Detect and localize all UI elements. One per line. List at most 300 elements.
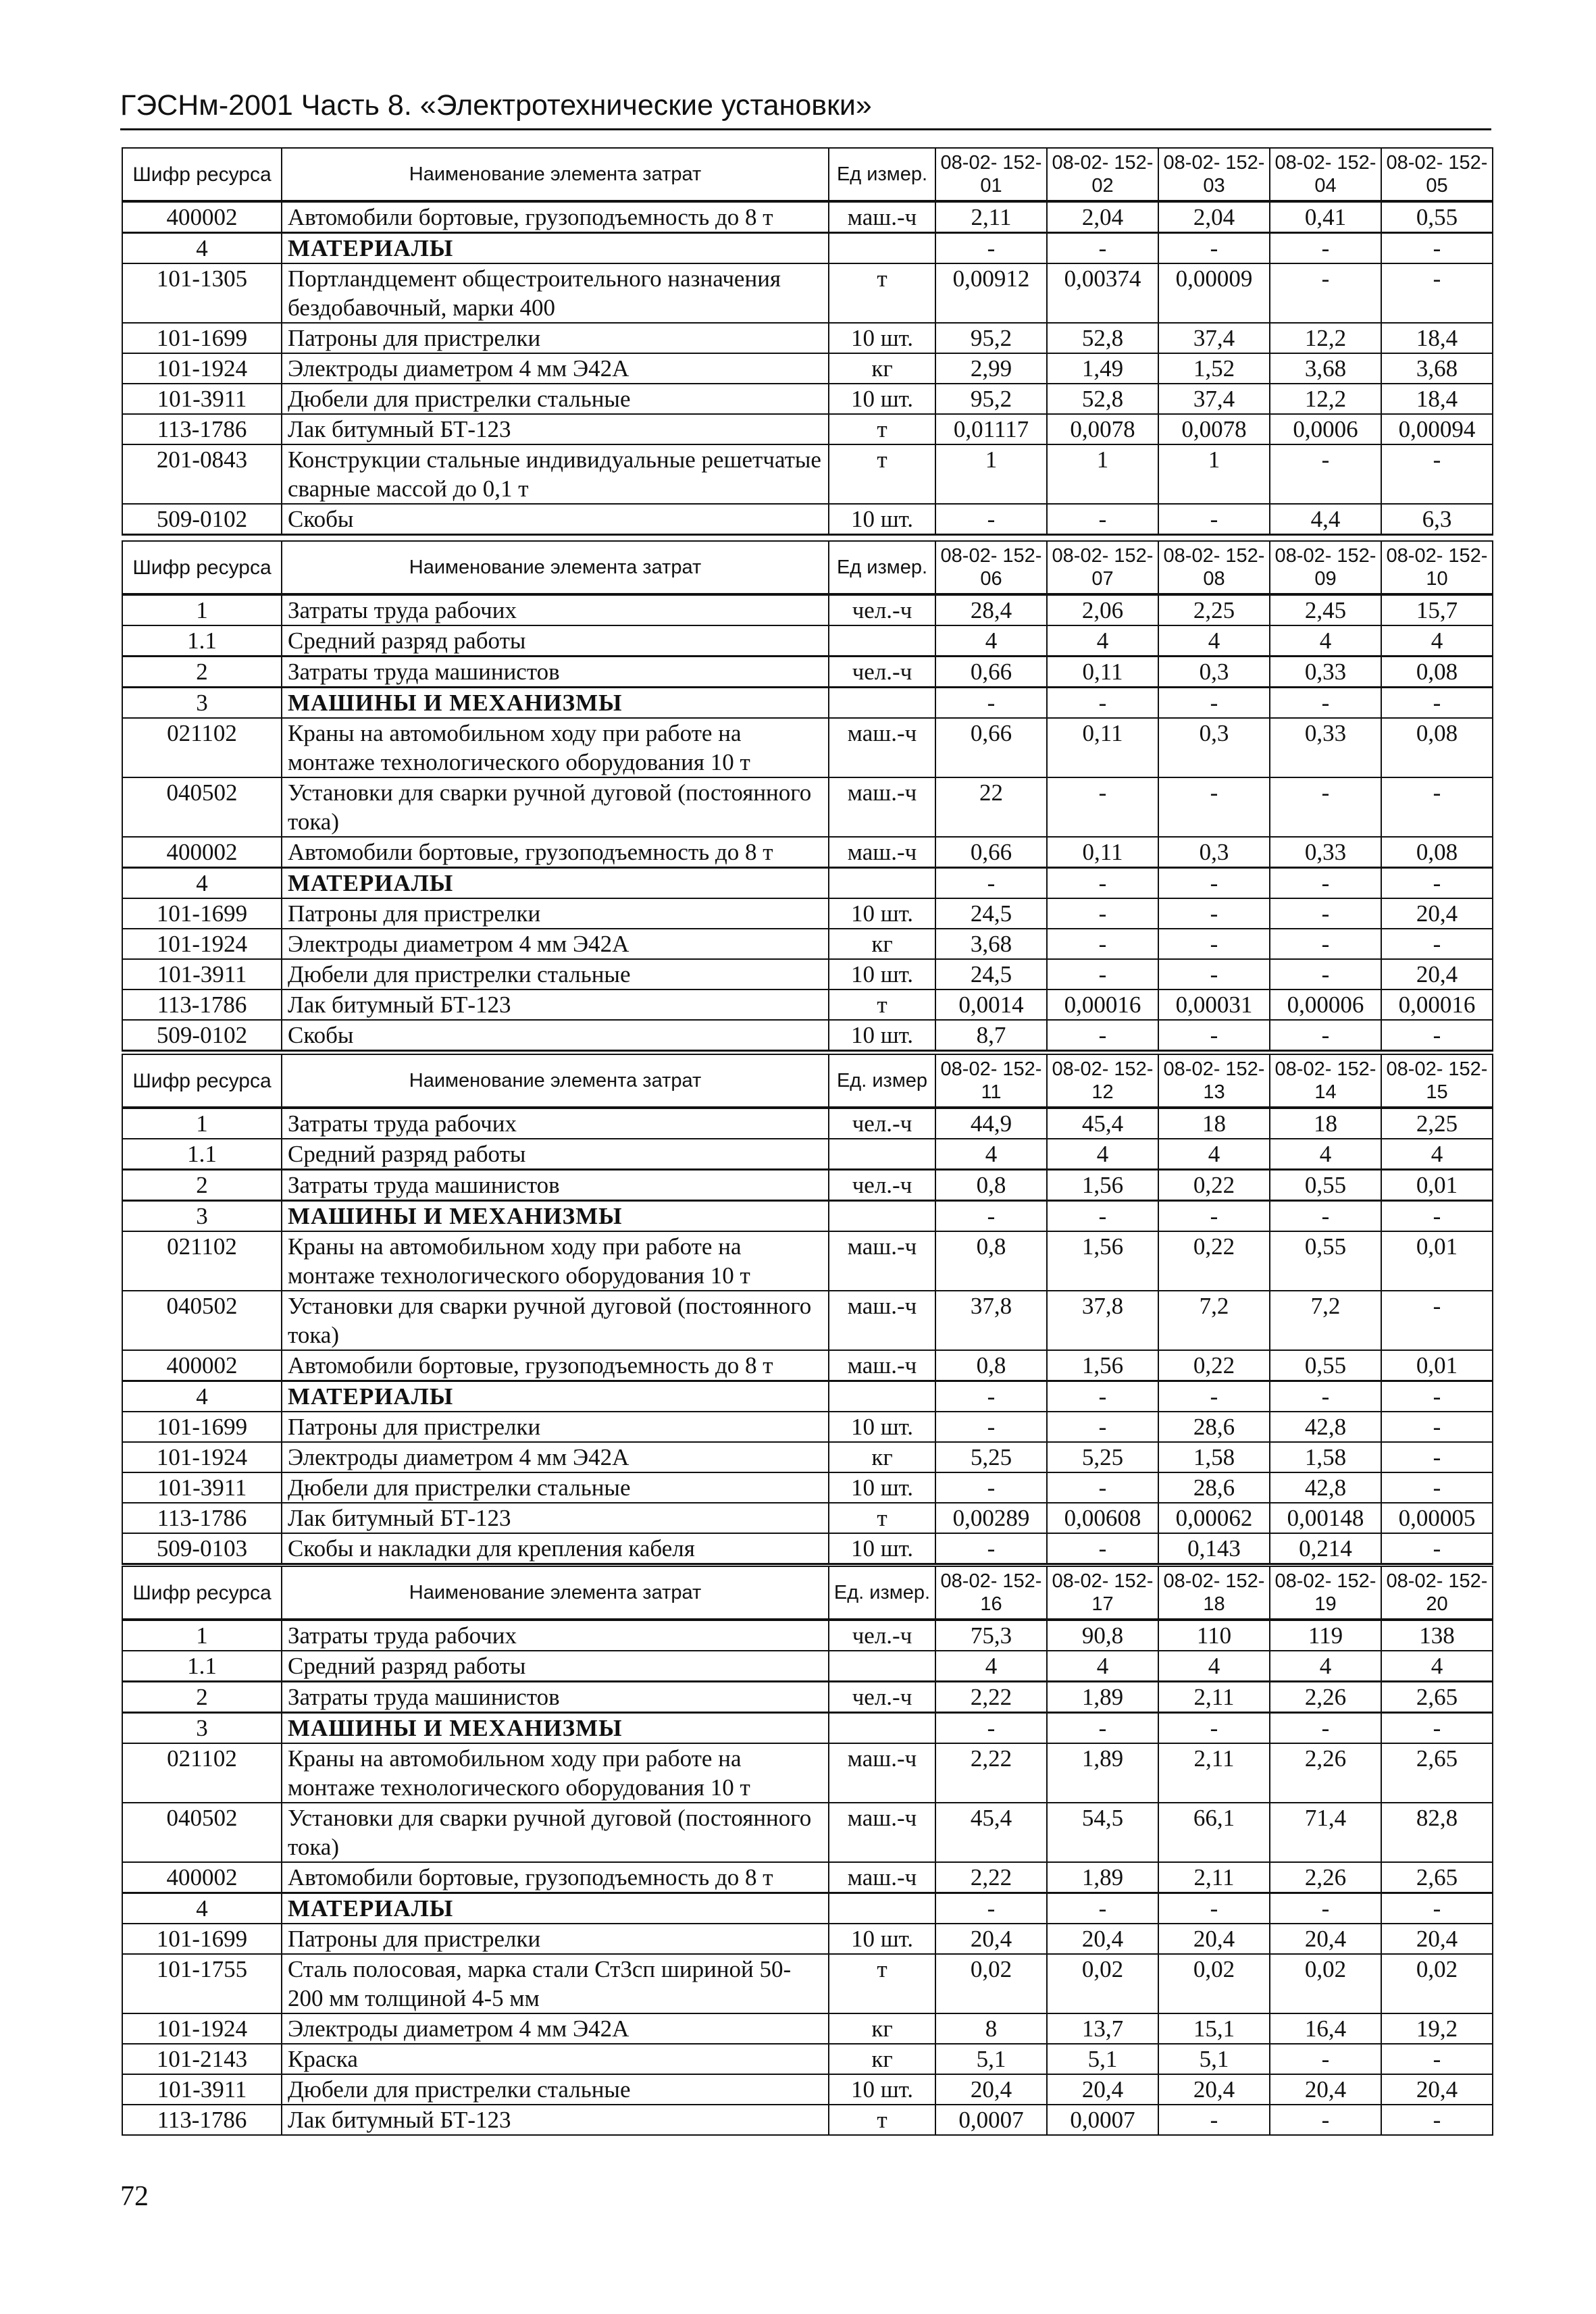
resource-name: Краны на автомобильном ходу при работе на монтаже технологического оборудования 10 т: [282, 718, 829, 777]
norm-value: 0,11: [1047, 718, 1158, 777]
norm-value: 1,58: [1158, 1442, 1270, 1472]
norm-value: -: [1158, 929, 1270, 959]
norm-value: 0,00608: [1047, 1503, 1158, 1533]
norm-value: 2,25: [1158, 594, 1270, 625]
norm-value: 0,55: [1270, 1170, 1381, 1201]
table-row: [122, 777, 1493, 837]
resource-name: Автомобили бортовые, грузоподъемность до 8 т: [282, 837, 829, 868]
table-row: [122, 868, 1493, 899]
norm-value: 71,4: [1270, 1803, 1381, 1862]
norm-value: -: [935, 1893, 1047, 1924]
resource-unit: чел.-ч: [829, 1682, 935, 1713]
norm-value: 0,214: [1270, 1533, 1381, 1564]
norm-value: 4: [1047, 625, 1158, 657]
norm-value: -: [1270, 444, 1381, 504]
norm-value: 52,8: [1047, 323, 1158, 353]
table-row: [122, 2044, 1493, 2074]
resource-name: Средний разряд работы: [282, 625, 829, 657]
resource-unit: 10 шт.: [829, 2074, 935, 2105]
norm-value: -: [1047, 1533, 1158, 1564]
header-norm-code: 08-02- 152-06: [935, 541, 1047, 594]
norm-value: -: [1381, 1893, 1493, 1924]
norm-value: 20,4: [1047, 1924, 1158, 1954]
resource-unit: маш.-ч: [829, 1803, 935, 1862]
resource-name: Установки для сварки ручной дуговой (постоянного тока): [282, 1803, 829, 1862]
norm-value: 42,8: [1270, 1472, 1381, 1503]
norm-value: -: [1158, 1713, 1270, 1744]
resource-unit: кг: [829, 1442, 935, 1472]
table-row: [122, 1170, 1493, 1201]
header-name: Наименование элемента затрат: [282, 541, 829, 594]
norm-value: -: [1270, 1381, 1381, 1412]
norm-value: 0,02: [1381, 1954, 1493, 2013]
norm-value: 42,8: [1270, 1412, 1381, 1442]
norm-value: 2,22: [935, 1862, 1047, 1893]
resource-code: 3: [122, 1201, 282, 1232]
resource-unit: кг: [829, 2013, 935, 2044]
resource-name: МАТЕРИАЛЫ: [282, 1893, 829, 1924]
norm-value: 4: [935, 1651, 1047, 1682]
norm-value: 1,56: [1047, 1170, 1158, 1201]
resource-name: Затраты труда машинистов: [282, 1170, 829, 1201]
resource-unit: кг: [829, 2044, 935, 2074]
table-row: [122, 929, 1493, 959]
norm-value: -: [1381, 688, 1493, 719]
norm-value: -: [1381, 1412, 1493, 1442]
resource-code: 509-0102: [122, 1020, 282, 1051]
resource-code: 400002: [122, 1350, 282, 1381]
resource-unit: 10 шт.: [829, 323, 935, 353]
resource-code: 113-1786: [122, 1503, 282, 1533]
resource-unit: [829, 1893, 935, 1924]
norm-value: 2,11: [1158, 1682, 1270, 1713]
resource-name: Краны на автомобильном ходу при работе на монтаже технологического оборудования 10 т: [282, 1743, 829, 1803]
header-code: Шифр ресурса: [122, 1054, 282, 1108]
header-name: Наименование элемента затрат: [282, 148, 829, 201]
norm-value: 0,00062: [1158, 1503, 1270, 1533]
norm-value: 95,2: [935, 384, 1047, 414]
norm-value: 2,65: [1381, 1682, 1493, 1713]
resource-unit: маш.-ч: [829, 1350, 935, 1381]
norm-value: 20,4: [1381, 2074, 1493, 2105]
norm-value: 0,3: [1158, 657, 1270, 688]
norm-value: 1,58: [1270, 1442, 1381, 1472]
norm-value: 20,4: [1381, 898, 1493, 929]
norm-value: -: [1047, 777, 1158, 837]
norm-value: 24,5: [935, 959, 1047, 989]
resource-name: Конструкции стальные индивидуальные решетчатые сварные массой до 0,1 т: [282, 444, 829, 504]
resource-unit: 10 шт.: [829, 1020, 935, 1051]
resource-code: 021102: [122, 1231, 282, 1291]
norm-value: -: [1270, 2105, 1381, 2135]
norm-value: 2,65: [1381, 1743, 1493, 1803]
header-norm-code: 08-02- 152-20: [1381, 1566, 1493, 1620]
norm-value: 4: [1158, 1139, 1270, 1170]
norm-value: 2,04: [1047, 201, 1158, 233]
resource-unit: 10 шт.: [829, 1472, 935, 1503]
resource-name: Патроны для пристрелки: [282, 898, 829, 929]
norm-value: 0,3: [1158, 718, 1270, 777]
norm-value: 28,4: [935, 594, 1047, 625]
resource-name: Электроды диаметром 4 мм Э42А: [282, 1442, 829, 1472]
norm-value: 0,02: [935, 1954, 1047, 2013]
norm-value: 2,26: [1270, 1682, 1381, 1713]
norm-value: 16,4: [1270, 2013, 1381, 2044]
norm-value: 0,143: [1158, 1533, 1270, 1564]
resource-name: Дюбели для пристрелки стальные: [282, 2074, 829, 2105]
norm-value: 2,22: [935, 1682, 1047, 1713]
norm-value: 0,66: [935, 837, 1047, 868]
table-row: [122, 1713, 1493, 1744]
table-row: [122, 837, 1493, 868]
norm-value: 2,65: [1381, 1862, 1493, 1893]
resource-unit: маш.-ч: [829, 1291, 935, 1350]
norm-value: -: [935, 1412, 1047, 1442]
header-norm-code: 08-02- 152-15: [1381, 1054, 1493, 1108]
norm-value: 1,89: [1047, 1682, 1158, 1713]
table-row: [122, 1651, 1493, 1682]
norm-value: -: [1381, 263, 1493, 323]
header-norm-code: 08-02- 152-16: [935, 1566, 1047, 1620]
norm-value: 0,0007: [935, 2105, 1047, 2135]
resource-unit: т: [829, 1503, 935, 1533]
norm-value: 2,22: [935, 1743, 1047, 1803]
norm-value: 3,68: [1381, 353, 1493, 384]
norm-value: 95,2: [935, 323, 1047, 353]
norm-value: -: [1270, 959, 1381, 989]
table-row: [122, 2074, 1493, 2105]
norm-value: 0,55: [1381, 201, 1493, 233]
resource-unit: [829, 1713, 935, 1744]
norm-value: 4: [1381, 1139, 1493, 1170]
header-code: Шифр ресурса: [122, 1566, 282, 1620]
norm-value: -: [1270, 2044, 1381, 2074]
norm-value: -: [1381, 444, 1493, 504]
resource-code: 101-2143: [122, 2044, 282, 2074]
resource-code: 101-1699: [122, 323, 282, 353]
norm-value: -: [1158, 959, 1270, 989]
resource-unit: [829, 868, 935, 899]
resource-code: 509-0103: [122, 1533, 282, 1564]
norm-value: -: [1270, 898, 1381, 929]
resource-name: МАТЕРИАЛЫ: [282, 868, 829, 899]
norm-value: 37,8: [935, 1291, 1047, 1350]
norm-value: -: [935, 868, 1047, 899]
resource-unit: т: [829, 444, 935, 504]
norm-value: 2,26: [1270, 1743, 1381, 1803]
norm-value: 1: [935, 444, 1047, 504]
header-code: Шифр ресурса: [122, 148, 282, 201]
norm-value: 2,99: [935, 353, 1047, 384]
header-unit: Ед измер.: [829, 148, 935, 201]
norm-value: 2,45: [1270, 594, 1381, 625]
norm-value: -: [1381, 1201, 1493, 1232]
resource-code: 101-3911: [122, 959, 282, 989]
norm-value: -: [1047, 898, 1158, 929]
table-row: [122, 2013, 1493, 2044]
norm-value: 20,4: [1270, 1924, 1381, 1954]
resource-name: Установки для сварки ручной дуговой (постоянного тока): [282, 777, 829, 837]
resource-unit: чел.-ч: [829, 1170, 935, 1201]
norm-value: -: [1047, 688, 1158, 719]
norm-value: 0,66: [935, 718, 1047, 777]
norm-value: 20,4: [1381, 1924, 1493, 1954]
norm-value: 0,8: [935, 1231, 1047, 1291]
table-row: [122, 1803, 1493, 1862]
norm-value: 0,0014: [935, 989, 1047, 1020]
norm-value: 4: [1158, 625, 1270, 657]
table-header-row: [122, 1054, 1493, 1108]
resource-unit: чел.-ч: [829, 1620, 935, 1651]
norm-value: 5,1: [1047, 2044, 1158, 2074]
norms-table-4: [122, 1566, 1493, 2136]
norm-value: 0,01: [1381, 1350, 1493, 1381]
header-name: Наименование элемента затрат: [282, 1566, 829, 1620]
resource-unit: чел.-ч: [829, 594, 935, 625]
header-norm-code: 08-02- 152-09: [1270, 541, 1381, 594]
resource-unit: т: [829, 1954, 935, 2013]
norm-value: 2,06: [1047, 594, 1158, 625]
norm-value: 0,11: [1047, 657, 1158, 688]
norm-value: 0,00094: [1381, 414, 1493, 444]
norm-value: 1: [1047, 444, 1158, 504]
norm-value: 0,00912: [935, 263, 1047, 323]
resource-name: Дюбели для пристрелки стальные: [282, 1472, 829, 1503]
resource-name: Патроны для пристрелки: [282, 323, 829, 353]
table-row: [122, 1139, 1493, 1170]
resource-unit: т: [829, 263, 935, 323]
norm-value: 0,00374: [1047, 263, 1158, 323]
norm-value: 0,11: [1047, 837, 1158, 868]
resource-code: 101-1924: [122, 353, 282, 384]
norm-value: -: [1158, 868, 1270, 899]
resource-name: Краска: [282, 2044, 829, 2074]
norm-value: -: [1158, 1020, 1270, 1051]
norm-value: 0,33: [1270, 657, 1381, 688]
header-norm-code: 08-02- 152-04: [1270, 148, 1381, 201]
table-row: [122, 625, 1493, 657]
norm-value: 37,4: [1158, 384, 1270, 414]
norm-value: 0,8: [935, 1170, 1047, 1201]
norm-value: -: [1270, 868, 1381, 899]
norm-value: 4,4: [1270, 504, 1381, 535]
norm-value: 0,00006: [1270, 989, 1381, 1020]
resource-unit: 10 шт.: [829, 384, 935, 414]
norm-value: 1: [1158, 444, 1270, 504]
resource-code: 400002: [122, 201, 282, 233]
norm-value: 15,1: [1158, 2013, 1270, 2044]
resource-code: 113-1786: [122, 414, 282, 444]
header-norm-code: 08-02- 152-17: [1047, 1566, 1158, 1620]
norm-value: -: [1047, 1472, 1158, 1503]
norm-value: -: [1381, 777, 1493, 837]
norm-value: 0,00016: [1381, 989, 1493, 1020]
norm-value: 138: [1381, 1620, 1493, 1651]
resource-name: Установки для сварки ручной дуговой (постоянного тока): [282, 1291, 829, 1350]
table-row: [122, 1381, 1493, 1412]
table-row: [122, 959, 1493, 989]
norm-value: 0,02: [1158, 1954, 1270, 2013]
resource-name: Дюбели для пристрелки стальные: [282, 384, 829, 414]
norm-value: 4: [1270, 1651, 1381, 1682]
resource-unit: маш.-ч: [829, 1231, 935, 1291]
norm-value: 8: [935, 2013, 1047, 2044]
norm-value: 2,26: [1270, 1862, 1381, 1893]
resource-code: 101-1699: [122, 898, 282, 929]
table-row: [122, 1350, 1493, 1381]
resource-code: 101-1924: [122, 1442, 282, 1472]
norm-value: 0,55: [1270, 1350, 1381, 1381]
table-row: [122, 1503, 1493, 1533]
header-norm-code: 08-02- 152-03: [1158, 148, 1270, 201]
norm-value: -: [1381, 1291, 1493, 1350]
norm-value: -: [935, 233, 1047, 264]
norm-value: 3,68: [935, 929, 1047, 959]
norm-value: 15,7: [1381, 594, 1493, 625]
norm-value: 18: [1270, 1108, 1381, 1139]
norm-value: 1,89: [1047, 1743, 1158, 1803]
norm-value: 5,1: [1158, 2044, 1270, 2074]
norms-table-1: [122, 147, 1493, 536]
resource-unit: т: [829, 989, 935, 1020]
norm-value: -: [1270, 929, 1381, 959]
table-row: [122, 1620, 1493, 1651]
norm-value: 4: [1158, 1651, 1270, 1682]
norm-value: 0,66: [935, 657, 1047, 688]
header-norm-code: 08-02- 152-07: [1047, 541, 1158, 594]
resource-name: Электроды диаметром 4 мм Э42А: [282, 929, 829, 959]
norm-value: 0,8: [935, 1350, 1047, 1381]
resource-unit: 10 шт.: [829, 1533, 935, 1564]
norm-value: 7,2: [1158, 1291, 1270, 1350]
norm-value: -: [1270, 263, 1381, 323]
resource-unit: [829, 1201, 935, 1232]
resource-unit: [829, 1651, 935, 1682]
norm-value: -: [1158, 898, 1270, 929]
table-header-row: [122, 148, 1493, 201]
table-row: [122, 1412, 1493, 1442]
norm-value: -: [1270, 1201, 1381, 1232]
norm-value: -: [1158, 777, 1270, 837]
resource-name: Патроны для пристрелки: [282, 1412, 829, 1442]
resource-code: 021102: [122, 1743, 282, 1803]
norm-value: 0,08: [1381, 837, 1493, 868]
table-row: [122, 504, 1493, 535]
norm-value: -: [1381, 1533, 1493, 1564]
norm-value: -: [935, 1201, 1047, 1232]
header-norm-code: 08-02- 152-10: [1381, 541, 1493, 594]
table-row: [122, 323, 1493, 353]
norm-value: -: [1270, 233, 1381, 264]
norm-value: 5,25: [1047, 1442, 1158, 1472]
norm-value: 1,89: [1047, 1862, 1158, 1893]
resource-name: Автомобили бортовые, грузоподъемность до 8 т: [282, 1862, 829, 1893]
norm-value: -: [935, 504, 1047, 535]
table-row: [122, 657, 1493, 688]
resource-code: 400002: [122, 1862, 282, 1893]
header-norm-code: 08-02- 152-05: [1381, 148, 1493, 201]
resource-unit: т: [829, 414, 935, 444]
norm-value: -: [1381, 1472, 1493, 1503]
norm-value: 66,1: [1158, 1803, 1270, 1862]
norm-value: 20,4: [935, 2074, 1047, 2105]
header-name: Наименование элемента затрат: [282, 1054, 829, 1108]
norm-value: 8,7: [935, 1020, 1047, 1051]
resource-unit: 10 шт.: [829, 1924, 935, 1954]
norm-value: -: [1270, 1893, 1381, 1924]
resource-name: Электроды диаметром 4 мм Э42А: [282, 2013, 829, 2044]
resource-name: Краны на автомобильном ходу при работе на монтаже технологического оборудования 10 т: [282, 1231, 829, 1291]
norm-value: -: [935, 1533, 1047, 1564]
norm-value: 37,4: [1158, 323, 1270, 353]
norm-value: 44,9: [935, 1108, 1047, 1139]
table-row: [122, 444, 1493, 504]
resource-code: 101-3911: [122, 2074, 282, 2105]
table-header-row: [122, 541, 1493, 594]
resource-unit: маш.-ч: [829, 718, 935, 777]
resource-code: 101-1924: [122, 2013, 282, 2044]
resource-name: Лак битумный БТ-123: [282, 2105, 829, 2135]
resource-name: Автомобили бортовые, грузоподъемность до 8 т: [282, 1350, 829, 1381]
header-norm-code: 08-02- 152-01: [935, 148, 1047, 201]
resource-name: Лак битумный БТ-123: [282, 1503, 829, 1533]
resource-code: 101-1699: [122, 1924, 282, 1954]
resource-unit: 10 шт.: [829, 504, 935, 535]
table-row: [122, 989, 1493, 1020]
norm-value: 20,4: [1270, 2074, 1381, 2105]
norm-value: 0,33: [1270, 718, 1381, 777]
norm-value: 1,49: [1047, 353, 1158, 384]
resource-unit: маш.-ч: [829, 1862, 935, 1893]
resource-code: 3: [122, 1713, 282, 1744]
norm-value: -: [1270, 688, 1381, 719]
norm-value: 119: [1270, 1620, 1381, 1651]
resource-code: 4: [122, 1381, 282, 1412]
resource-name: Затраты труда рабочих: [282, 594, 829, 625]
resource-name: МАШИНЫ И МЕХАНИЗМЫ: [282, 1713, 829, 1744]
resource-code: 2: [122, 1682, 282, 1713]
resource-unit: чел.-ч: [829, 1108, 935, 1139]
table-row: [122, 898, 1493, 929]
header-norm-code: 08-02- 152-19: [1270, 1566, 1381, 1620]
resource-code: 101-1755: [122, 1954, 282, 2013]
norm-value: 45,4: [1047, 1108, 1158, 1139]
table-row: [122, 2105, 1493, 2135]
norm-value: 0,22: [1158, 1170, 1270, 1201]
norm-value: 2,04: [1158, 201, 1270, 233]
resource-code: 040502: [122, 1291, 282, 1350]
norm-value: 19,2: [1381, 2013, 1493, 2044]
norm-value: -: [1158, 688, 1270, 719]
resource-name: Затраты труда машинистов: [282, 657, 829, 688]
norm-value: 2,11: [935, 201, 1047, 233]
norm-value: -: [1047, 1020, 1158, 1051]
table-row: [122, 1533, 1493, 1564]
resource-name: Затраты труда рабочих: [282, 1108, 829, 1139]
resource-name: МАШИНЫ И МЕХАНИЗМЫ: [282, 1201, 829, 1232]
resource-code: 040502: [122, 777, 282, 837]
table-row: [122, 594, 1493, 625]
resource-unit: маш.-ч: [829, 201, 935, 233]
resource-name: Затраты труда рабочих: [282, 1620, 829, 1651]
resource-code: 101-3911: [122, 1472, 282, 1503]
norm-value: -: [1047, 868, 1158, 899]
norm-value: 12,2: [1270, 384, 1381, 414]
norm-value: 0,01: [1381, 1170, 1493, 1201]
resource-code: 4: [122, 1893, 282, 1924]
resource-code: 1: [122, 594, 282, 625]
resource-code: 1: [122, 1108, 282, 1139]
